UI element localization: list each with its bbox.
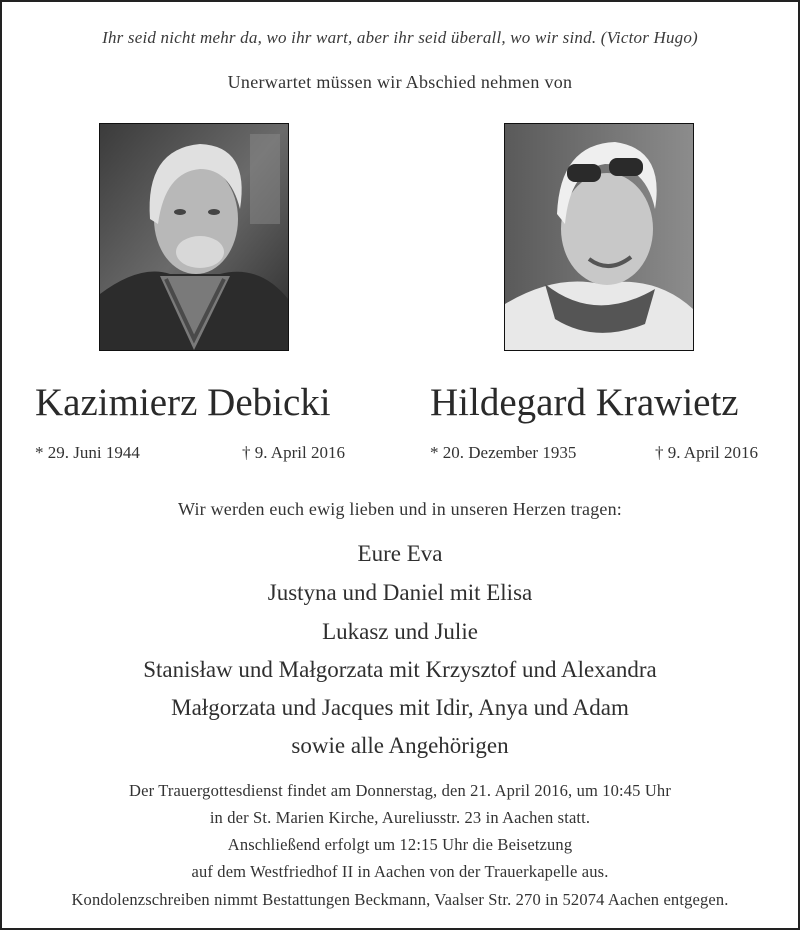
death-date-2: † 9. April 2016 (655, 443, 758, 462)
family-line: Lukasz und Julie (322, 619, 478, 644)
portrait-photo-woman (504, 123, 694, 351)
person-name-1: Kazimierz Debicki (35, 381, 331, 424)
birth-date-1: * 29. Juni 1944 (35, 443, 140, 462)
love-line: Wir werden euch ewig lieben und in unseren Herzen tragen: (178, 499, 622, 519)
service-line: Kondolenzschreiben nimmt Bestattungen Beckmann, Vaalser Str. 270 in 52074 Aachen entgegen. (71, 890, 729, 909)
family-line: sowie alle Angehörigen (291, 733, 509, 758)
service-line: Der Trauergottesdienst findet am Donnerstag, den 21. April 2016, um 10:45 Uhr (129, 781, 671, 800)
birth-date-2: * 20. Dezember 1935 (430, 443, 577, 462)
service-line: in der St. Marien Kirche, Aureliusstr. 23 in Aachen statt. (209, 808, 591, 827)
family-line: Stanisław und Małgorzata mit Krzysztof und Alexandra (143, 657, 657, 682)
death-date-1: † 9. April 2016 (242, 443, 345, 462)
family-line: Eure Eva (357, 541, 443, 566)
service-line: auf dem Westfriedhof II in Aachen von der Trauerkapelle aus. (191, 862, 609, 881)
person-name-2: Hildegard Krawietz (430, 381, 739, 424)
portrait-photo-man (99, 123, 289, 351)
family-line: Justyna und Daniel mit Elisa (267, 580, 533, 605)
quote: Ihr seid nicht mehr da, wo ihr wart, aber ihr seid überall, wo wir sind. (Victor Hugo) (102, 28, 698, 47)
intro-line: Unerwartet müssen wir Abschied nehmen von (227, 72, 573, 92)
service-line: Anschließend erfolgt um 12:15 Uhr die Beisetzung (227, 835, 573, 854)
family-line: Małgorzata und Jacques mit Idir, Anya und Adam (171, 695, 629, 720)
